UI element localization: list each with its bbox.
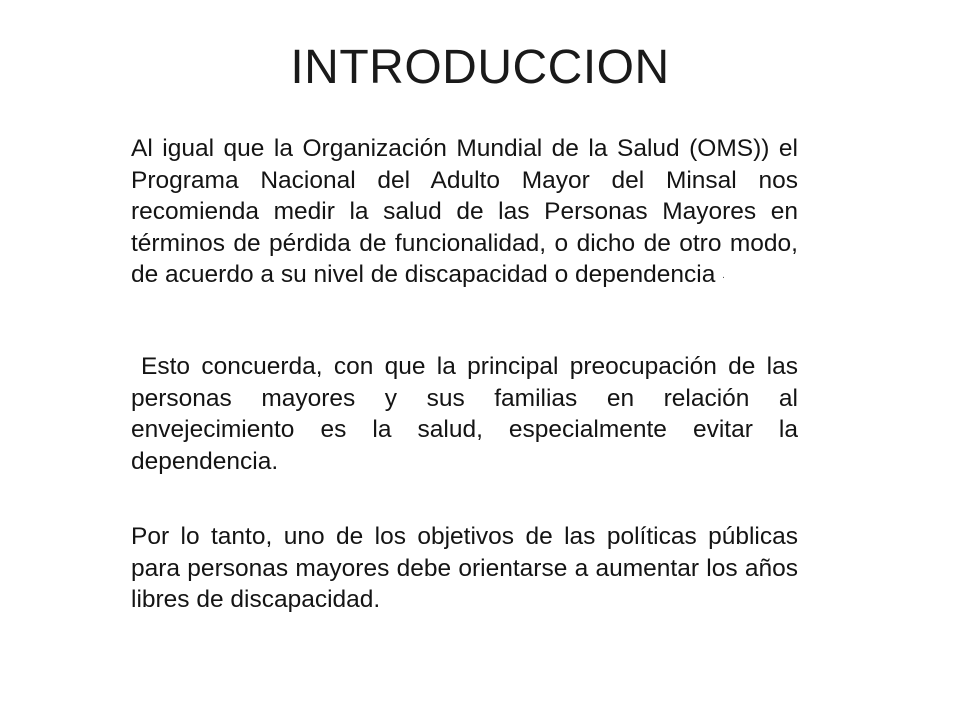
trailing-mark: .: [722, 269, 725, 281]
paragraph-2-text: Esto concuerda, con que la principal preocupación de las personas mayores y sus familias en relación al envejecimiento es la salud, especialmente evitar la dependencia.: [131, 353, 798, 475]
paragraph-1: [131, 133, 798, 291]
paragraph-1-text: Al igual que la Organización Mundial de la Salud (OMS)) el Programa Nacional del Adulto Mayor del Minsal nos recomienda medir la salud de las Personas Mayores en términos de pérdida de funcionalidad, o dicho de otro modo, de acuerdo a su nivel de discapacidad o dependencia: [131, 135, 798, 288]
slide-title: INTRODUCCION: [290, 41, 670, 94]
paragraph-3-text: Por lo tanto, uno de los objetivos de las políticas públicas para personas mayores debe orientarse a aumentar los años libres de discapacidad.: [131, 523, 798, 613]
paragraph-3: [131, 521, 798, 616]
paragraph-2: [131, 351, 798, 477]
